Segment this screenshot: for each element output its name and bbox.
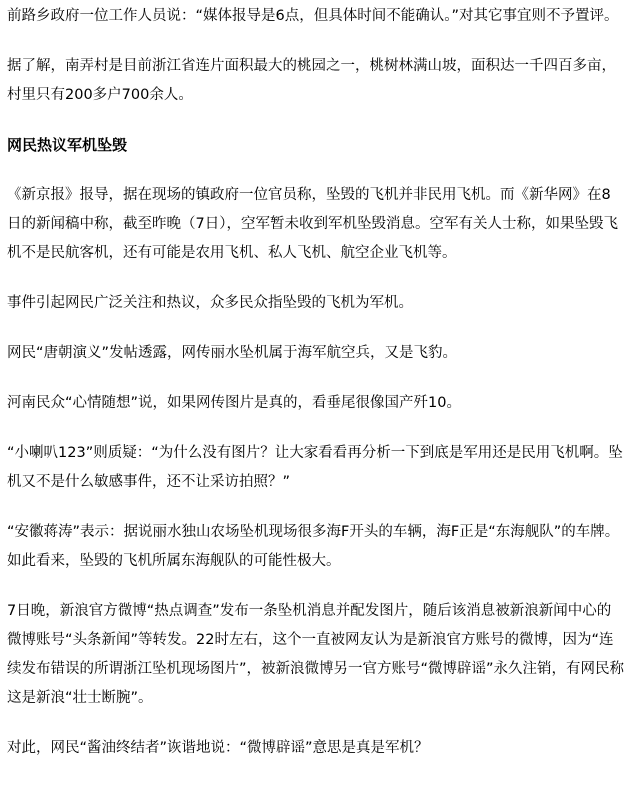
paragraph-9: 7日晚，新浪官方微博“热点调查”发布一条坠机消息并配发图片，随后该消息被新浪新闻中心的微博账号“头条新闻”等转发。22时左右，这个一直被网友认为是新浪官方账号的微博，因为“连续发布错误的所谓浙江坠机现场图片”，被新浪微博另一官方账号“微博辟谣”永久注销，有网民称这是新浪“壮士断腕”。 (7, 603, 625, 706)
paragraph-2: 据了解，南弄村是目前浙江省连片面积最大的桃园之一，桃树林满山坡，面积达一千四百多亩，村里只有200多户700余人。 (7, 58, 616, 103)
paragraph-6: 河南民众“心情随想”说，如果网传图片是真的，看垂尾很像国产歼10。 (7, 395, 461, 411)
paragraph-5: 网民“唐朝演义”发帖透露，网传丽水坠机属于海军航空兵，又是飞豹。 (7, 345, 458, 361)
paragraph-10: 对此，网民“酱油终结者”诙谐地说：“微博辟谣”意思是真是军机？ (7, 740, 429, 756)
paragraph-4: 事件引起网民广泛关注和热议，众多民众指坠毁的飞机为军机。 (7, 295, 413, 311)
paragraph-1: 前路乡政府一位工作人员说：“媒体报导是6点，但具体时间不能确认。”对其它事宜则不予置评。 (7, 8, 619, 24)
section-heading: 网民热议军机坠毁 (7, 136, 128, 154)
paragraph-8: “安徽蒋涛”表示：据说丽水独山农场坠机现场很多海F开头的车辆，海F正是“东海舰队”的车牌。如此看来，坠毁的飞机所属东海舰队的可能性极大。 (7, 524, 620, 569)
paragraph-3: 《新京报》报导，据在现场的镇政府一位官员称，坠毁的飞机并非民用飞机。而《新华网》在8日的新闻稿中称，截至昨晚（7日），空军暂未收到军机坠毁消息。空军有关人士称，如果坠毁飞机不是民航客机，还有可能是农用飞机、私人飞机、航空企业飞机等。 (7, 187, 618, 261)
article-body (7, 0, 625, 784)
paragraph-7: “小喇叭123”则质疑：“为什么没有图片？让大家看看再分析一下到底是军用还是民用飞机啊。坠机又不是什么敏感事件，还不让采访拍照？” (7, 445, 623, 490)
